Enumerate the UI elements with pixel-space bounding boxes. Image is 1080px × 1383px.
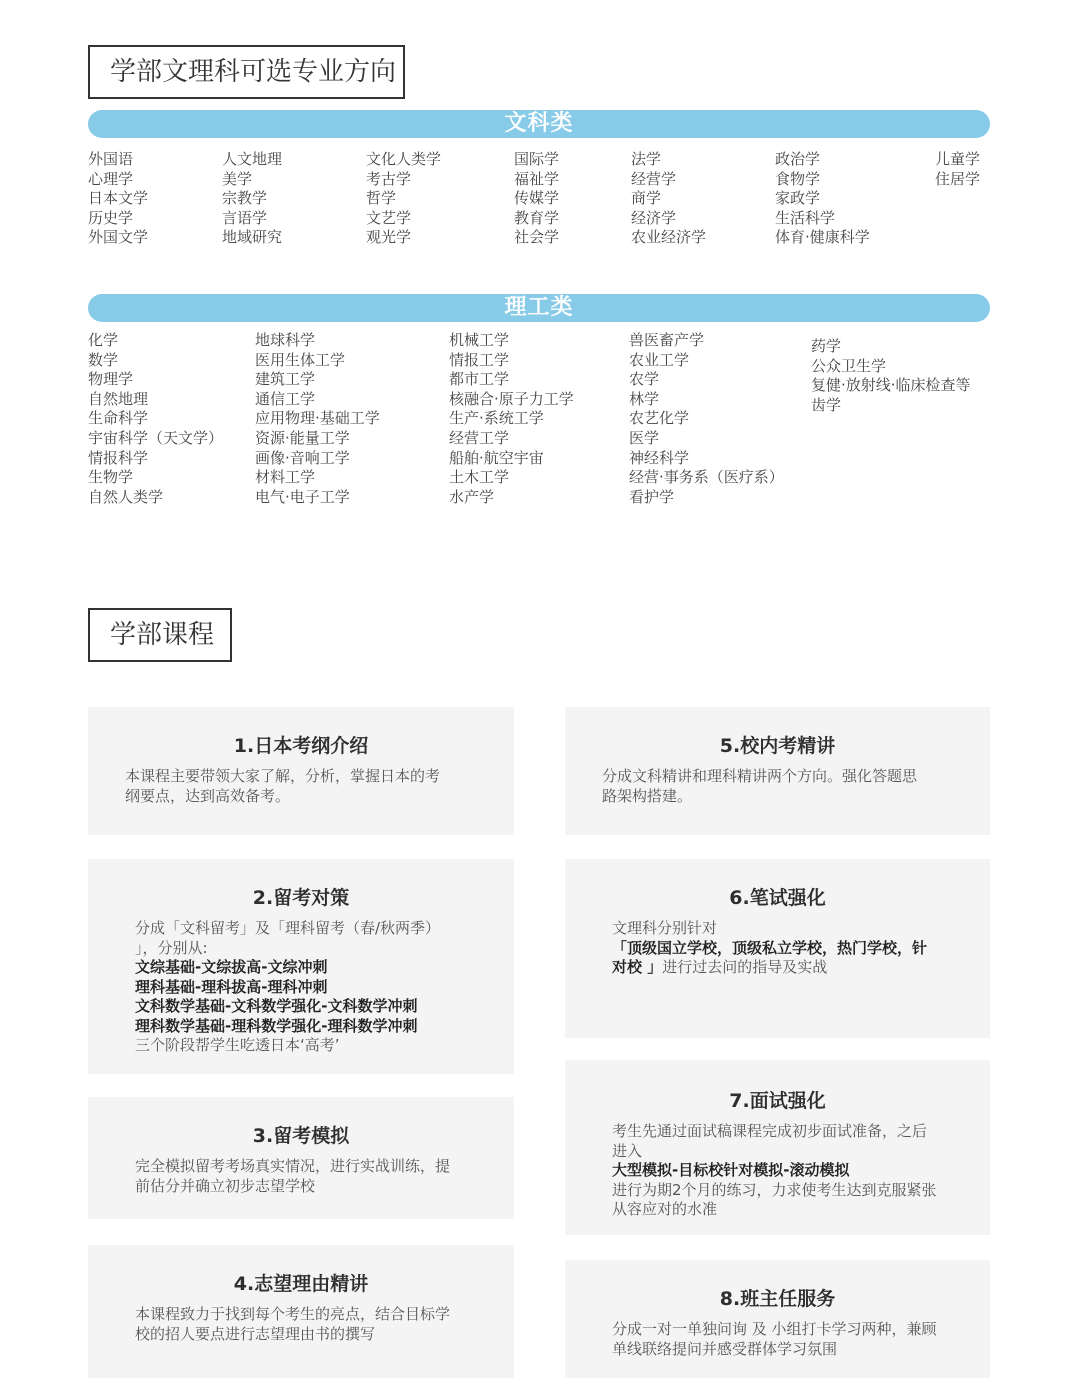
bold-line: 大型模拟-目标校针对模拟-滚动模拟 [612, 1161, 850, 1179]
major-item: 神经科学 [629, 448, 690, 467]
course-card-3 [88, 1097, 514, 1219]
bold-line: 文科数学基础-文科数学强化-文科数学冲刺 [135, 997, 418, 1015]
course-card-title: 2.留考对策 [252, 887, 350, 909]
course-card-title: 3.留考模拟 [252, 1125, 350, 1147]
text-line: 单线联络提问并感受群体学习氛围 [612, 1339, 838, 1358]
major-item: 宇宙科学（天文学） [88, 428, 224, 447]
major-item: 农学 [629, 370, 660, 389]
text-line: 完全模拟留考考场真实情况，进行实战训练，提 [135, 1157, 451, 1175]
major-item: 化学 [88, 331, 119, 349]
course-card-description [125, 767, 440, 806]
major-item: 经济学 [631, 208, 677, 227]
major-item: 观光学 [366, 228, 412, 247]
bold-line: 对校 」 [612, 958, 663, 976]
major-item: 机械工学 [449, 331, 510, 349]
major-item: 文艺学 [366, 208, 412, 227]
major-item: 资源·能量工学 [255, 428, 350, 447]
major-item: 物理学 [88, 370, 134, 389]
major-item: 外国文学 [88, 228, 149, 247]
humanities-column-2 [222, 150, 282, 248]
science-column-3 [449, 331, 574, 507]
science-column-5 [811, 337, 971, 415]
text-line: 分成文科精讲和理科精讲两个方向。强化答题思 [602, 767, 918, 785]
major-item: 哲学 [366, 189, 397, 208]
major-item: 地球科学 [255, 331, 316, 349]
major-item: 核融合·原子力工学 [449, 389, 574, 408]
text-line: 本课程致力于找到每个考生的亮点，结合目标学 [135, 1305, 451, 1323]
major-item: 农业工学 [629, 350, 690, 369]
major-item: 历史学 [88, 208, 134, 227]
major-item: 公众卫生学 [811, 356, 887, 375]
major-item: 医用生体工学 [255, 350, 346, 369]
major-item: 日本文学 [88, 189, 149, 208]
humanities-column-6 [775, 150, 870, 248]
course-card-description [612, 1320, 937, 1359]
major-item: 食物学 [775, 169, 821, 188]
major-item: 儿童学 [935, 150, 981, 168]
text-line: 进入 [612, 1141, 643, 1160]
science-column-2 [255, 331, 380, 507]
course-card-description [135, 919, 440, 1056]
major-item: 土木工学 [449, 468, 510, 487]
text-line: 本课程主要带领大家了解，分析，掌握日本的考 [125, 767, 441, 785]
course-card-description [135, 1305, 450, 1344]
section-title-text: 学部文理科可选专业方向 [110, 57, 397, 87]
text-line: 文理科分别针对 [612, 919, 718, 937]
text-line: 三个阶段帮学生吃透日本‘高考’ [135, 1036, 340, 1054]
major-item: 通信工学 [255, 389, 316, 408]
course-card-6 [565, 859, 990, 1038]
text-line: 」，分别从: [135, 938, 208, 957]
text-line: 从容应对的水准 [612, 1200, 718, 1218]
course-card-1 [88, 707, 514, 835]
section-title-text: 学部课程 [110, 620, 215, 650]
major-item: 考古学 [366, 169, 412, 188]
text-line: 分成「文科留考」及「理科留考（春/秋两季） [135, 919, 441, 937]
bold-line: 文综基础-文综拔高-文综冲刺 [135, 958, 328, 976]
major-item: 情报工学 [449, 350, 510, 369]
major-item: 住居学 [935, 169, 981, 188]
science-column-4 [629, 331, 784, 507]
humanities-column-1 [88, 150, 148, 248]
major-item: 自然地理 [88, 389, 149, 408]
major-item: 社会学 [514, 228, 560, 247]
major-item: 船舶·航空宇宙 [449, 448, 544, 467]
course-card-description [612, 919, 927, 978]
major-item: 法学 [631, 150, 662, 168]
major-item: 生物学 [88, 468, 134, 487]
major-item: 医学 [629, 428, 660, 447]
major-item: 生活科学 [775, 208, 836, 227]
major-item: 林学 [629, 389, 660, 408]
course-card-title: 6.笔试强化 [729, 887, 826, 909]
major-item: 建筑工学 [255, 370, 316, 389]
section-title-courses [88, 608, 232, 662]
major-item: 体育·健康科学 [775, 228, 870, 247]
course-card-title: 4.志望理由精讲 [233, 1273, 369, 1295]
course-card-2 [88, 859, 514, 1074]
major-item: 应用物理·基础工学 [255, 409, 380, 428]
text-line: 前估分并确立初步志望学校 [135, 1176, 316, 1195]
major-item: 复健·放射线·临床检查等 [811, 376, 971, 395]
humanities-column-4 [514, 150, 559, 248]
major-item: 经营学 [631, 169, 677, 188]
section-title-majors [88, 45, 405, 99]
bold-line: 理科基础-理科拔高-理科冲刺 [135, 977, 328, 996]
major-item: 电气·电子工学 [255, 487, 350, 506]
major-item: 药学 [811, 337, 842, 355]
course-card-title: 7.面试强化 [729, 1090, 826, 1112]
text-line: 路架构搭建。 [602, 786, 693, 805]
category-banner-science-engineering: 理工类 [88, 294, 990, 322]
major-item: 画像·音响工学 [255, 448, 350, 467]
text-line: 考生先通过面试稿课程完成初步面试准备，之后 [612, 1122, 928, 1140]
major-item: 国际学 [514, 150, 560, 168]
course-card-8 [565, 1260, 990, 1378]
course-card-description [612, 1122, 937, 1220]
text-line: 纲要点，达到高效备考。 [125, 786, 291, 805]
major-item: 农业经济学 [631, 228, 707, 247]
text-inline: 进行过去问的指导及实战 [662, 958, 828, 976]
major-item: 商学 [631, 189, 662, 208]
major-item: 齿学 [811, 395, 842, 414]
major-item: 看护学 [629, 487, 675, 506]
humanities-column-5 [631, 150, 706, 248]
major-item: 美学 [222, 169, 253, 188]
major-item: 传媒学 [514, 189, 560, 208]
major-item: 生命科学 [88, 409, 149, 428]
major-item: 言语学 [222, 208, 268, 227]
humanities-column-3 [366, 150, 441, 248]
bold-line: 「顶级国立学校，顶级私立学校，热门学校，针 [612, 938, 928, 957]
major-item: 情报科学 [88, 448, 149, 467]
major-item: 人文地理 [222, 150, 283, 168]
course-card-title: 8.班主任服务 [719, 1288, 836, 1310]
bold-line: 理科数学基础-理科数学强化-理科数学冲刺 [135, 1016, 418, 1035]
major-item: 宗教学 [222, 189, 268, 208]
major-item: 经营工学 [449, 428, 510, 447]
course-card-description [602, 767, 917, 806]
major-item: 数学 [88, 350, 119, 369]
text-line: 分成一对一单独问询 及 小组打卡学习两种，兼顾 [612, 1320, 937, 1338]
major-item: 自然人类学 [88, 487, 164, 506]
major-item: 材料工学 [255, 468, 316, 487]
text-line: 进行为期2个月的练习，力求使考生达到克服紧张 [612, 1180, 937, 1199]
major-item: 都市工学 [449, 370, 510, 389]
course-card-title: 1.日本考纲介绍 [233, 735, 369, 757]
course-card-7 [565, 1060, 990, 1235]
major-item: 福祉学 [514, 169, 560, 188]
major-item: 地域研究 [222, 228, 283, 247]
text-line: 校的招人要点进行志望理由书的撰写 [135, 1324, 376, 1343]
major-item: 农艺化学 [629, 409, 690, 428]
major-item: 经营·事务系（医疗系） [629, 468, 784, 487]
course-card-5 [565, 707, 990, 835]
major-item: 生产·系统工学 [449, 409, 544, 428]
course-card-description [135, 1157, 450, 1196]
category-banner-humanities: 文科类 [88, 110, 990, 138]
major-item: 文化人类学 [366, 150, 442, 168]
humanities-column-7 [935, 150, 980, 189]
major-item: 教育学 [514, 208, 560, 227]
major-item: 政治学 [775, 150, 821, 168]
major-item: 心理学 [88, 169, 134, 188]
major-item: 家政学 [775, 189, 821, 208]
major-item: 水产学 [449, 487, 495, 506]
science-column-1 [88, 331, 223, 507]
major-item: 兽医畜产学 [629, 331, 705, 349]
major-item: 外国语 [88, 150, 134, 168]
course-card-4 [88, 1245, 514, 1378]
course-card-title: 5.校内考精讲 [719, 735, 836, 757]
